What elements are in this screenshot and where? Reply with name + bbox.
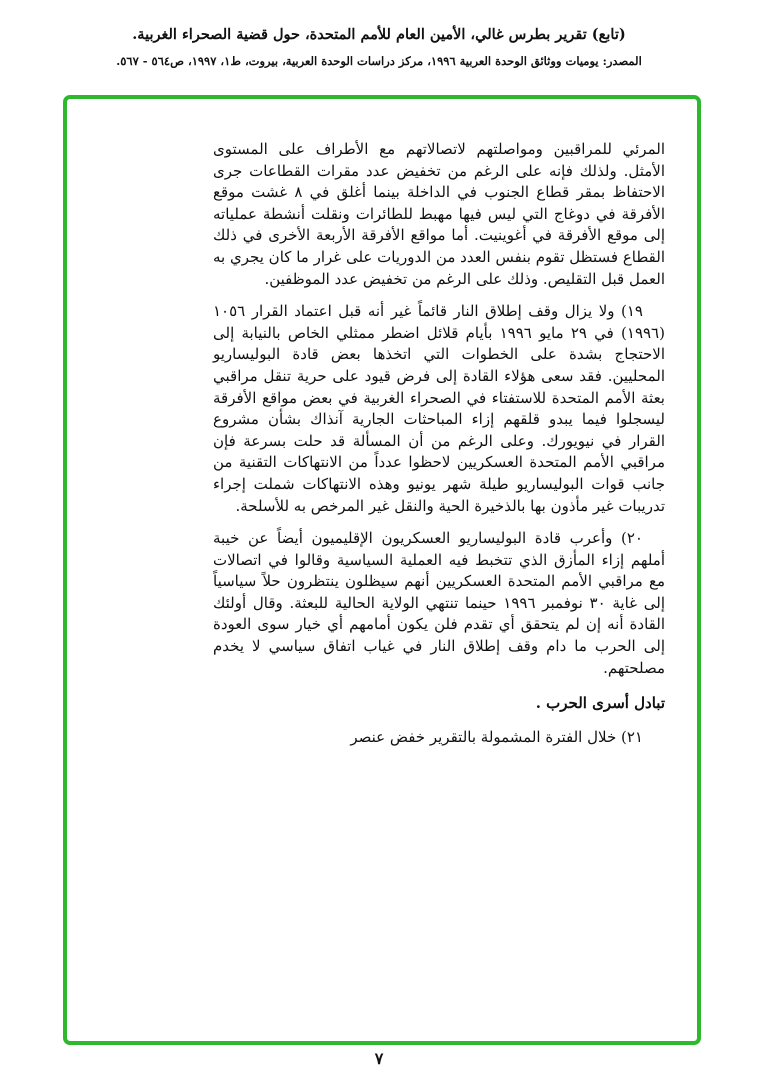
page-number: ٧ xyxy=(374,1049,384,1068)
paragraph-21: ٢١) خلال الفترة المشمولة بالتقرير خفض عنصر xyxy=(350,727,643,746)
document-header xyxy=(0,0,758,69)
body-text-column xyxy=(213,139,665,759)
document-title: (تابع) تقرير بطرس غالي، الأمين العام للأمم المتحدة، حول قضية الصحراء الغربية. xyxy=(132,26,626,43)
paragraph-continuation: المرئي للمراقبين ومواصلتهم لاتصالاتهم مع الأطراف على المستوى الأمثل. ولذلك فإنه على الرغم من تخفيض عدد مقرات القطاعات جرى الاحتفاظ بمقر قطاع الجنوب في الداخلة بينما أغلق في ٨ غشت موقع الأفرقة في دوغاج التي ليس فيها مهبط للطائرات ونقلت أنشطة عملياته إلى موقع الأفرقة في أغوينيت. أما مواقع الأفرقة الأربعة الأخرى في ذلك القطاع فستظل تقوم بنفس العدد من الدوريات على غرار ما كان يجري به العمل قبل التقليص. وذلك على الرغم من تخفيض عدد الموظفين. xyxy=(213,140,665,288)
content-frame xyxy=(63,95,701,1045)
document-source-line: المصدر: يوميات ووثائق الوحدة العربية ١٩٩٦، مركز دراسات الوحدة العربية، بيروت، ط١، ١٩٩٧، ص٥٦٤ - ٥٦٧. xyxy=(116,53,642,68)
section-heading-prisoner-exchange: تبادل أسرى الحرب . xyxy=(535,694,665,713)
paragraph-19: ١٩) ولا يزال وقف إطلاق النار قائماً غير أنه قبل اعتماد القرار ١٠٥٦ (١٩٩٦) في ٢٩ مايو ١٩٩٦ بأيام قلائل اضطر ممثلي الخاص بالنيابة إلى الاحتجاج بشدة على الخطوات التي اتخذها بعض قادة البوليساريو المحليين. فقد سعى هؤلاء القادة إلى فرض قيود على حرية تنقل مراقبي بعثة الأمم المتحدة للاستفتاء في الصحراء الغربية في بعض مواقع الأفرقة ليسجلوا فيما يبدو قلقهم إزاء المباحثات الجارية آنذاك بشأن مشروع القرار في نيويورك. وعلى الرغم من أن المسألة قد حلت بسرعة فإن مراقبي الأمم المتحدة العسكريين لاحظوا عدداً من الانتهاكات التقنية من جانب قوات البوليساريو طيلة شهر يونيو وهذه الانتهاكات شملت إجراء تدريبات غير مأذون بها بالذخيرة الحية والنقل غير المرخص به للأسلحة. xyxy=(213,302,665,515)
paragraph-20: ٢٠) وأعرب قادة البوليساريو العسكريون الإقليميون أيضاً عن خيبة أملهم إزاء المأزق الذي تتخبط فيه العملية السياسية وقالوا في اتصالات مع مراقبي الأمم المتحدة العسكريين أنهم سيظلون ينتظرون حلاً سياسياً إلى غاية ٣٠ نوفمبر ١٩٩٦ حينما تنتهي الولاية الحالية للبعثة. وقال أولئك القادة أنه إن لم يتحقق أي تقدم فلن يكون أمامهم أي خيار سوى العودة إلى الحرب ما دام وقف إطلاق النار في غياب اتفاق سياسي لا يخدم مصلحتهم. xyxy=(213,529,665,677)
page-footer xyxy=(0,1049,758,1068)
